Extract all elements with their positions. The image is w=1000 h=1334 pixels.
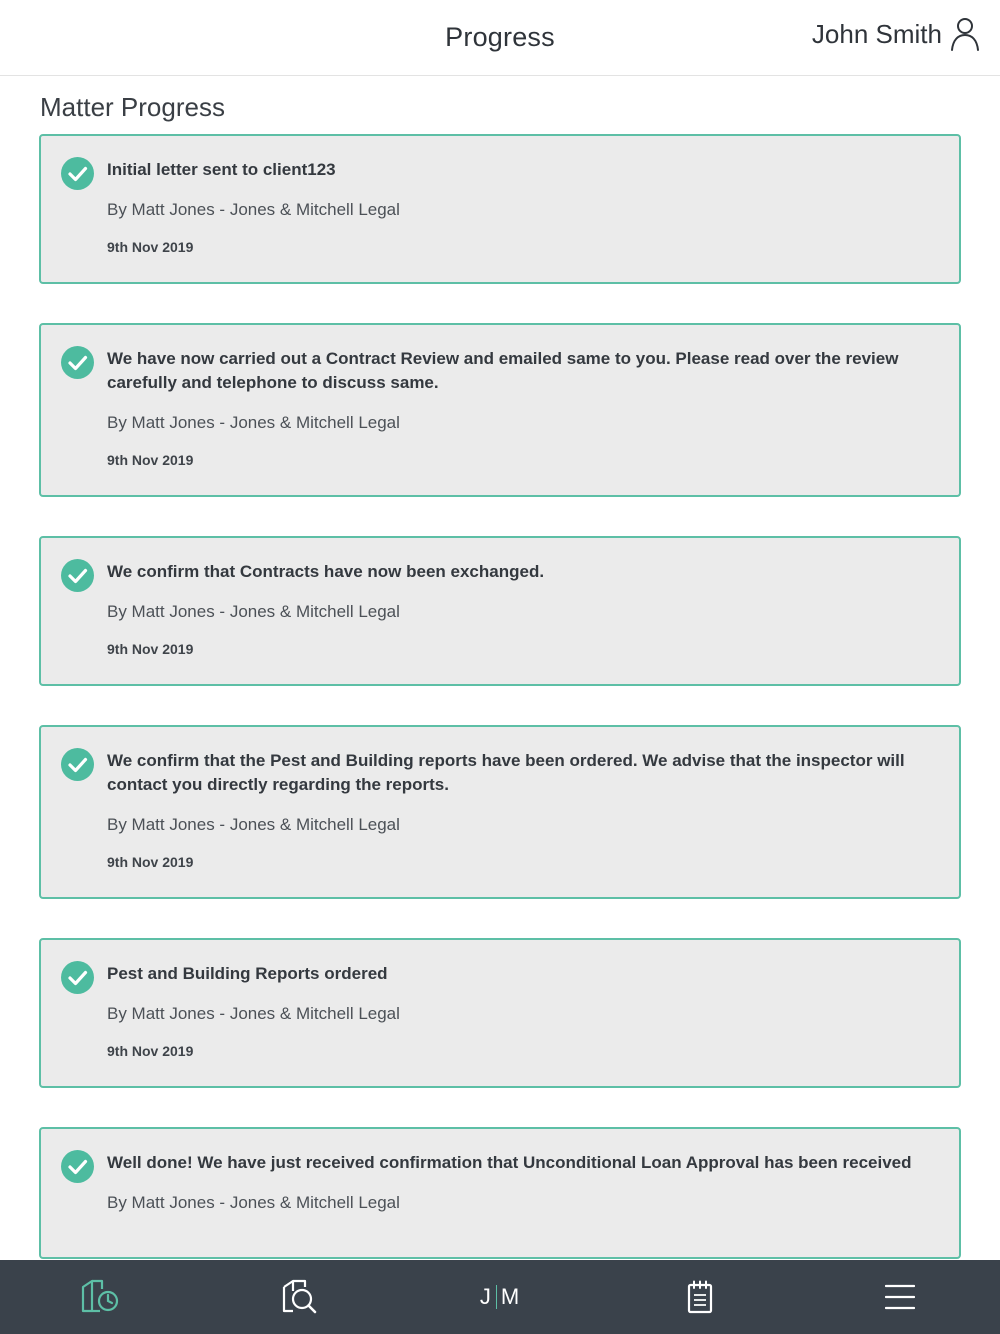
update-message: Well done! We have just received confirmation that Unconditional Loan Approval has been received	[107, 1153, 912, 1172]
update-date: 9th Nov 2019	[107, 641, 194, 657]
update-author: By Matt Jones - Jones & Mitchell Legal	[107, 815, 400, 834]
logo-right: M	[500, 1284, 521, 1309]
check-icon	[61, 346, 94, 379]
update-message: We confirm that Contracts have now been exchanged.	[107, 562, 545, 581]
check-icon	[61, 748, 94, 781]
tab-notes[interactable]	[600, 1260, 800, 1334]
update-date: 9th Nov 2019	[107, 239, 194, 255]
tab-menu[interactable]	[800, 1260, 1000, 1334]
progress-icon	[80, 1279, 120, 1315]
progress-card	[39, 536, 961, 686]
search-document-icon	[281, 1279, 319, 1315]
jm-logo	[480, 1284, 520, 1310]
progress-card	[39, 134, 961, 284]
update-message: We confirm that the Pest and Building reports have been ordered. We advise that the inspector will contact you directly regarding the reports.	[107, 751, 905, 794]
check-icon	[61, 157, 94, 190]
tab-documents-search[interactable]	[200, 1260, 400, 1334]
progress-feed[interactable]	[39, 134, 961, 1260]
update-author: By Matt Jones - Jones & Mitchell Legal	[107, 1004, 400, 1023]
progress-card	[39, 938, 961, 1088]
progress-card	[39, 725, 961, 899]
page-title: Progress	[445, 22, 555, 52]
user-icon	[950, 16, 980, 52]
tab-home-logo[interactable]	[400, 1260, 600, 1334]
notepad-icon	[687, 1280, 713, 1314]
check-icon	[61, 961, 94, 994]
menu-icon	[885, 1283, 915, 1311]
user-name: John Smith	[811, 18, 942, 49]
bottom-tab-bar	[0, 1260, 1000, 1334]
update-date: 9th Nov 2019	[107, 1043, 194, 1059]
section-title: Matter Progress	[40, 92, 225, 122]
update-message: Pest and Building Reports ordered	[107, 964, 388, 983]
progress-card	[39, 323, 961, 497]
update-message: Initial letter sent to client123	[107, 160, 336, 179]
update-message: We have now carried out a Contract Review and emailed same to you. Please read over the review carefully and telephone to discuss same.	[107, 349, 899, 392]
update-author: By Matt Jones - Jones & Mitchell Legal	[107, 1193, 400, 1212]
update-date: 9th Nov 2019	[107, 854, 194, 870]
check-icon	[61, 559, 94, 592]
logo-left: J	[479, 1284, 492, 1309]
app-header	[0, 0, 1000, 76]
tab-progress[interactable]	[0, 1260, 200, 1334]
logo-divider	[496, 1285, 497, 1309]
update-author: By Matt Jones - Jones & Mitchell Legal	[107, 602, 400, 621]
check-icon	[61, 1150, 94, 1183]
update-date: 9th Nov 2019	[107, 452, 194, 468]
update-author: By Matt Jones - Jones & Mitchell Legal	[107, 200, 400, 219]
progress-card	[39, 1127, 961, 1259]
update-author: By Matt Jones - Jones & Mitchell Legal	[107, 413, 400, 432]
user-profile-button[interactable]	[812, 16, 980, 52]
